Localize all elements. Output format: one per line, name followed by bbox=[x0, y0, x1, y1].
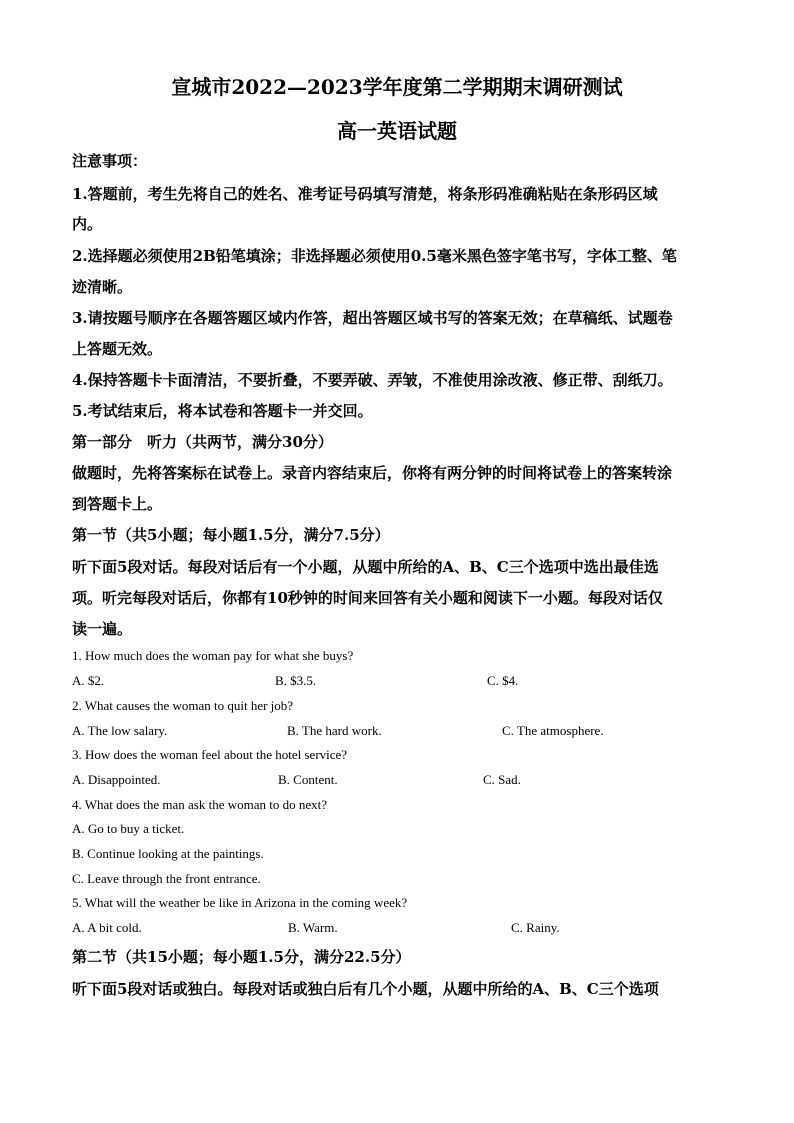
question-stem: 5. What will the weather be like in Arizona in the coming week? bbox=[72, 895, 408, 910]
part1-instruction: 到答题卡上。 bbox=[72, 495, 163, 513]
section1-heading: 第一节（共5小题；每小题1.5分，满分7.5分） bbox=[72, 526, 390, 544]
option-c: C. The atmosphere. bbox=[502, 723, 604, 738]
question-stem: 1. How much does the woman pay for what she buys? bbox=[72, 648, 354, 663]
notice-line: 2.选择题必须使用2B铅笔填涂；非选择题必须使用0.5毫米黑色签字笔书写，字体工整、笔 bbox=[72, 247, 677, 265]
question-stem: 4. What does the man ask the woman to do next? bbox=[72, 797, 328, 812]
question-stem: 2. What causes the woman to quit her job? bbox=[72, 698, 294, 713]
notice-heading: 注意事项： bbox=[72, 152, 148, 170]
option-c: C. Rainy. bbox=[511, 920, 560, 935]
notice-line: 3.请按题号顺序在各题答题区域内作答，超出答题区域书写的答案无效；在草稿纸、试题卷 bbox=[72, 309, 673, 327]
notice-line: 上答题无效。 bbox=[72, 340, 163, 358]
notice-line: 内。 bbox=[72, 215, 103, 233]
question-stem: 3. How does the woman feel about the hotel service? bbox=[72, 747, 348, 762]
option-a: A. Go to buy a ticket. bbox=[72, 821, 185, 836]
exam-title: 宣城市2022—2023学年度第二学期期末调研测试 bbox=[171, 75, 623, 99]
notice-line: 5.考试结束后，将本试卷和答题卡一并交回。 bbox=[72, 402, 373, 420]
notice-line: 4.保持答题卡卡面清洁，不要折叠，不要弄破、弄皱，不准使用涂改液、修正带、刮纸刀。 bbox=[72, 371, 673, 389]
notice-line: 迹清晰。 bbox=[72, 278, 133, 296]
option-c: C. $4. bbox=[487, 673, 519, 688]
section2-instruction: 听下面5段对话或独白。每段对话或独白后有几个小题，从题中所给的A、B、C三个选项 bbox=[72, 980, 659, 998]
option-b: B. Warm. bbox=[288, 920, 338, 935]
section1-instruction: 读一遍。 bbox=[72, 620, 133, 638]
section1-instruction: 听下面5段对话。每段对话后有一个小题，从题中所给的A、B、C三个选项中选出最佳选 bbox=[72, 558, 659, 576]
option-a: A. $2. bbox=[72, 673, 105, 688]
option-b: B. $3.5. bbox=[275, 673, 317, 688]
notice-line: 1.答题前，考生先将自己的姓名、准考证号码填写清楚，将条形码准确粘贴在条形码区域 bbox=[72, 185, 658, 203]
option-b: B. Continue looking at the paintings. bbox=[72, 846, 264, 861]
exam-subtitle: 高一英语试题 bbox=[337, 119, 457, 143]
part1-instruction: 做题时，先将答案标在试卷上。录音内容结束后，你将有两分钟的时间将试卷上的答案转涂 bbox=[72, 464, 673, 482]
option-c: C. Sad. bbox=[483, 772, 521, 787]
option-a: A. The low salary. bbox=[72, 723, 168, 738]
option-b: B. Content. bbox=[278, 772, 338, 787]
section2-heading: 第二节（共15小题；每小题1.5分，满分22.5分） bbox=[72, 948, 411, 966]
section1-instruction: 项。听完每段对话后，你都有10秒钟的时间来回答有关小题和阅读下一小题。每段对话仅 bbox=[72, 589, 663, 607]
option-a: A. A bit cold. bbox=[72, 920, 142, 935]
option-c: C. Leave through the front entrance. bbox=[72, 871, 261, 886]
option-a: A. Disappointed. bbox=[72, 772, 161, 787]
option-b: B. The hard work. bbox=[287, 723, 382, 738]
part1-heading: 第一部分 听力（共两节，满分30分） bbox=[72, 433, 333, 451]
